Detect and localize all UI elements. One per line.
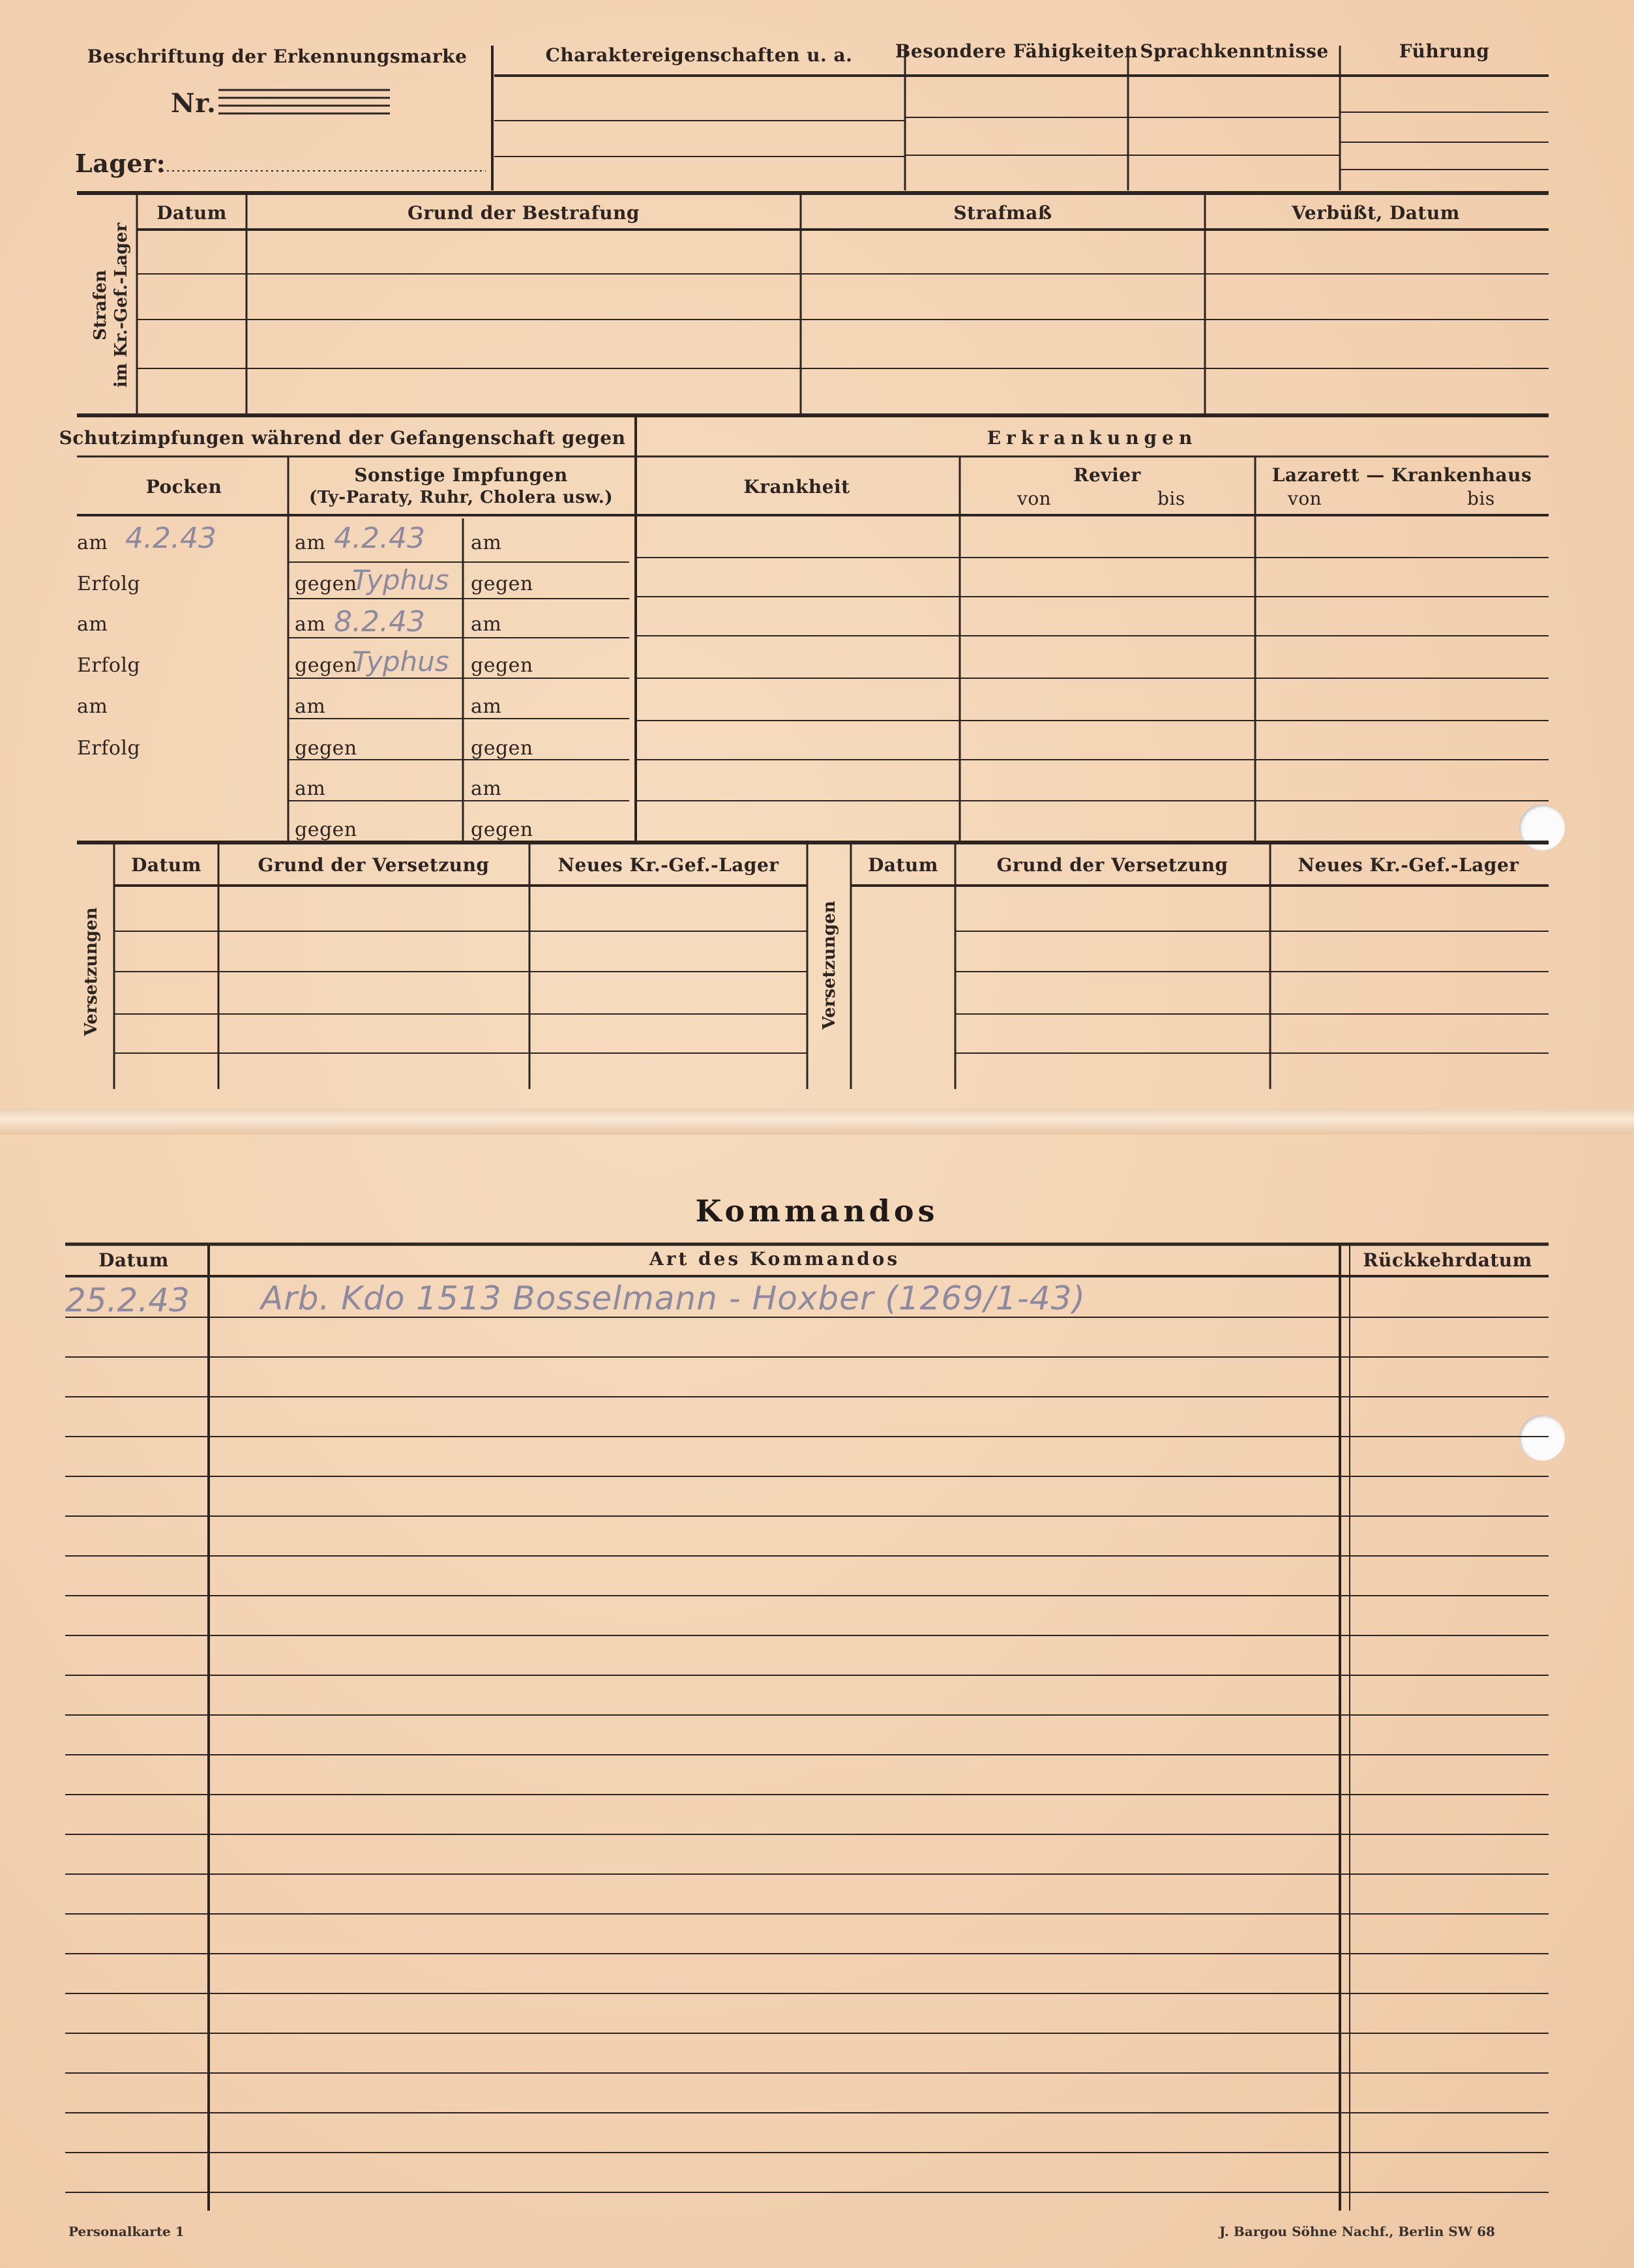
sonstige2-gegen-3: gegen [471, 737, 533, 760]
transfer-date-header-left: Datum [131, 854, 201, 876]
transfer-camp-header-right: Neues Kr.-Gef.-Lager [1298, 854, 1519, 876]
lazarett-header: Lazarett — Krankenhaus [1271, 464, 1532, 486]
sonstige-gegen-2: gegen [295, 654, 357, 677]
krankheit-header: Krankheit [743, 476, 850, 498]
languages-column-header: Sprachkenntnisse [1140, 40, 1329, 62]
kommando-date-header: Datum [98, 1249, 169, 1271]
footer-left: Personalkarte 1 [68, 2224, 185, 2239]
transfers-side-label-right: Versetzungen [820, 901, 839, 1030]
sonstige-am-1: am [295, 531, 326, 554]
sonstige-against-entry-1: Typhus [352, 564, 449, 596]
pocken-date-entry: 4.2.43 [125, 522, 216, 555]
pocken-erfolg-3: Erfolg [77, 737, 141, 760]
sonstige2-am-1: am [471, 531, 502, 554]
kommando-return-header: Rückkehrdatum [1363, 1249, 1532, 1271]
sonstige-gegen-4: gegen [295, 818, 357, 841]
tag-label: Beschriftung der Erkennungsmarke [87, 46, 468, 67]
transfer-camp-header-left: Neues Kr.-Gef.-Lager [557, 854, 779, 876]
transfer-reason-header-left: Grund der Versetzung [258, 854, 490, 876]
transfer-date-header-right: Datum [868, 854, 938, 876]
punishments-side-label [90, 223, 132, 388]
skills-column-header: Besondere Fähigkeiten [895, 40, 1138, 62]
revier-von-label: von [1017, 488, 1052, 509]
revier-bis-label: bis [1157, 488, 1185, 509]
punishment-date-header: Datum [156, 202, 227, 224]
sonstige-subheader: (Ty-Paraty, Ruhr, Cholera usw.) [308, 488, 614, 507]
punishments-side-label-1: Strafen [91, 270, 110, 340]
sonstige2-gegen-1: gegen [471, 573, 533, 595]
pocken-erfolg-1: Erfolg [77, 573, 141, 595]
character-column-header: Charaktereigenschaften u. a. [545, 44, 853, 66]
kommandos-title: Kommandos [695, 1193, 939, 1229]
sonstige-gegen-1: gegen [295, 573, 357, 595]
sonstige-against-entry-2: Typhus [352, 646, 449, 678]
revier-header: Revier [1073, 464, 1141, 486]
sonstige-date-entry-2: 8.2.43 [334, 605, 425, 638]
sonstige-am-3: am [295, 695, 326, 718]
vaccinations-title: Schutzimpfungen während der Gefangenschaft gegen [59, 427, 626, 449]
sonstige2-gegen-2: gegen [471, 654, 533, 677]
sonstige-header: Sonstige Impfungen [354, 464, 568, 486]
punishment-measure-header: Strafmaß [953, 202, 1052, 224]
sonstige-date-entry-1: 4.2.43 [334, 522, 425, 555]
footer-right: J. Bargou Söhne Nachf., Berlin SW 68 [1219, 2224, 1495, 2239]
punishments-side-label-2: im Kr.-Gef.-Lager [111, 222, 131, 388]
sonstige2-am-2: am [471, 613, 502, 636]
kommando-type-header: Art des Kommandos [649, 1248, 900, 1270]
punishment-served-header: Verbüßt, Datum [1292, 202, 1460, 224]
nr-label: Nr. [171, 88, 216, 119]
transfers-side-label-left: Versetzungen [82, 907, 101, 1036]
illnesses-title: Erkrankungen [987, 427, 1198, 449]
sonstige-gegen-3: gegen [295, 737, 357, 760]
sonstige2-am-4: am [471, 777, 502, 800]
sonstige2-gegen-4: gegen [471, 818, 533, 841]
pocken-header: Pocken [145, 476, 222, 498]
pocken-am-1: am [77, 531, 108, 554]
sonstige2-am-3: am [471, 695, 502, 718]
transfer-reason-header-right: Grund der Versetzung [996, 854, 1228, 876]
lazarett-bis-label: bis [1467, 488, 1495, 509]
lager-label: Lager: [75, 149, 166, 178]
kommando-text-entry: Arb. Kdo 1513 Bosselmann - Hoxber (1269/1-43) [261, 1279, 1086, 1317]
kommando-date-entry: 25.2.43 [65, 1281, 190, 1319]
sonstige-am-2: am [295, 613, 326, 636]
pocken-am-3: am [77, 695, 108, 718]
punishment-reason-header: Grund der Bestrafung [407, 202, 640, 224]
lazarett-von-label: von [1288, 488, 1322, 509]
pocken-am-2: am [77, 613, 108, 636]
pocken-erfolg-2: Erfolg [77, 654, 141, 677]
sonstige-am-4: am [295, 777, 326, 800]
conduct-column-header: Führung [1399, 40, 1490, 62]
